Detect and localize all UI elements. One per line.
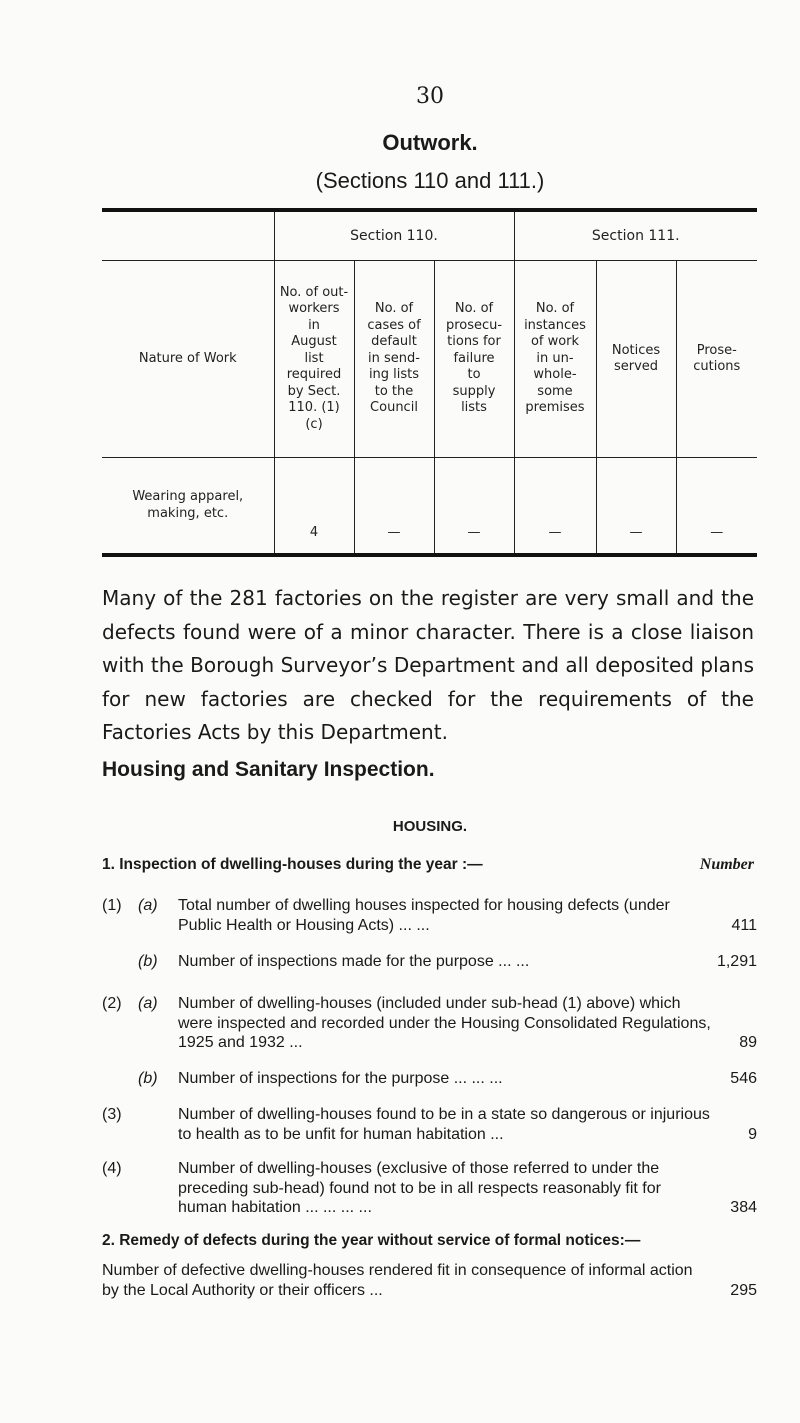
remedy-heading: 2. Remedy of defects during the year without service of formal notices:—: [102, 1232, 641, 1249]
col-header-nature-of-work: Nature of Work: [102, 261, 274, 458]
page-subtitle: (Sections 110 and 111.): [315, 168, 545, 193]
item-number: (4): [102, 1160, 122, 1177]
item-value: 411: [731, 916, 757, 934]
item-value: 384: [730, 1199, 757, 1216]
item-subletter: (b): [138, 953, 158, 970]
item-subletter: (a): [138, 995, 158, 1012]
item-text: Number of dwelling-houses (exclusive of those referred to under the preceding sub-head) found not to be in all respects reasonably fit for human habitation ... ... ... ...: [178, 1160, 661, 1216]
item-text: Number of dwelling-houses (included under sub-head (1) above) which were inspected and recorded under the Housing Consolidated Regulations, 1925 and 1932 ...: [178, 995, 711, 1051]
item-number: (1): [102, 897, 122, 914]
section-110-header: Section 110.: [274, 210, 514, 261]
item-text: Total number of dwelling houses inspected for housing defects (under Public Health or Housing Acts) ... ...: [178, 897, 670, 934]
col-header-default-cases: No. of cases of default in send- ing lists to the Council: [354, 261, 434, 458]
column-header-row: [102, 261, 757, 458]
col-header-prosecutions-lists: No. of prosecu- tions for failure to supply lists: [434, 261, 514, 458]
item-text: Number of dwelling-houses found to be in a state so dangerous or injurious to health as to be unfit for human habitation ...: [178, 1106, 710, 1143]
col-header-unwholesome-premises: No. of instances of work in un- whole- some premises: [514, 261, 596, 458]
section-heading-housing-sanitary: Housing and Sanitary Inspection.: [102, 758, 435, 781]
item-value: 9: [748, 1125, 757, 1143]
cell-prosecutions: —: [676, 458, 757, 556]
page-title: Outwork.: [382, 130, 478, 155]
housing-heading: HOUSING.: [392, 818, 468, 835]
item-subletter: (a): [138, 897, 158, 914]
remedy-text: Number of defective dwelling-houses rendered fit in consequence of informal action by the Local Authority or their officers ...: [102, 1262, 693, 1299]
outwork-table-container: [102, 208, 757, 557]
section-111-header: Section 111.: [514, 210, 757, 261]
item-subletter: (b): [138, 1070, 158, 1087]
remedy-value: 295: [730, 1281, 757, 1299]
outwork-table: [102, 208, 757, 557]
item-number: (2): [102, 995, 122, 1012]
section-header-row: [102, 210, 757, 261]
empty-header-cell: [102, 210, 274, 261]
factories-paragraph: Many of the 281 factories on the register are very small and the defects found were of a minor character. There is a close liaison with the Borough Surveyor’s Department and all deposited plans for new factories are checked for the requirements of the Factories Acts by this Department.: [102, 586, 754, 744]
cell-outworkers: 4: [274, 458, 354, 556]
col-header-outworkers: No. of out- workers in August list required by Sect. 110. (1) (c): [274, 261, 354, 458]
item-value: 89: [739, 1034, 757, 1051]
item-number: (3): [102, 1106, 122, 1123]
table-row: [102, 458, 757, 556]
col-header-notices-served: Notices served: [596, 261, 676, 458]
inspection-heading: 1. Inspection of dwelling-houses during the year :—: [102, 856, 483, 873]
cell-default-cases: —: [354, 458, 434, 556]
item-text: Number of inspections for the purpose ... ... ...: [178, 1070, 503, 1087]
col-header-prosecutions: Prose- cutions: [676, 261, 757, 458]
item-text: Number of inspections made for the purpose ... ...: [178, 953, 530, 970]
page-number: 30: [416, 84, 444, 109]
item-value: 546: [730, 1070, 757, 1087]
cell-notices-served: —: [596, 458, 676, 556]
cell-unwholesome-premises: —: [514, 458, 596, 556]
cell-nature-of-work: Wearing apparel, making, etc.: [102, 458, 274, 556]
cell-prosecutions-lists: —: [434, 458, 514, 556]
item-value: 1,291: [716, 953, 757, 970]
number-column-label: Number: [699, 856, 754, 873]
